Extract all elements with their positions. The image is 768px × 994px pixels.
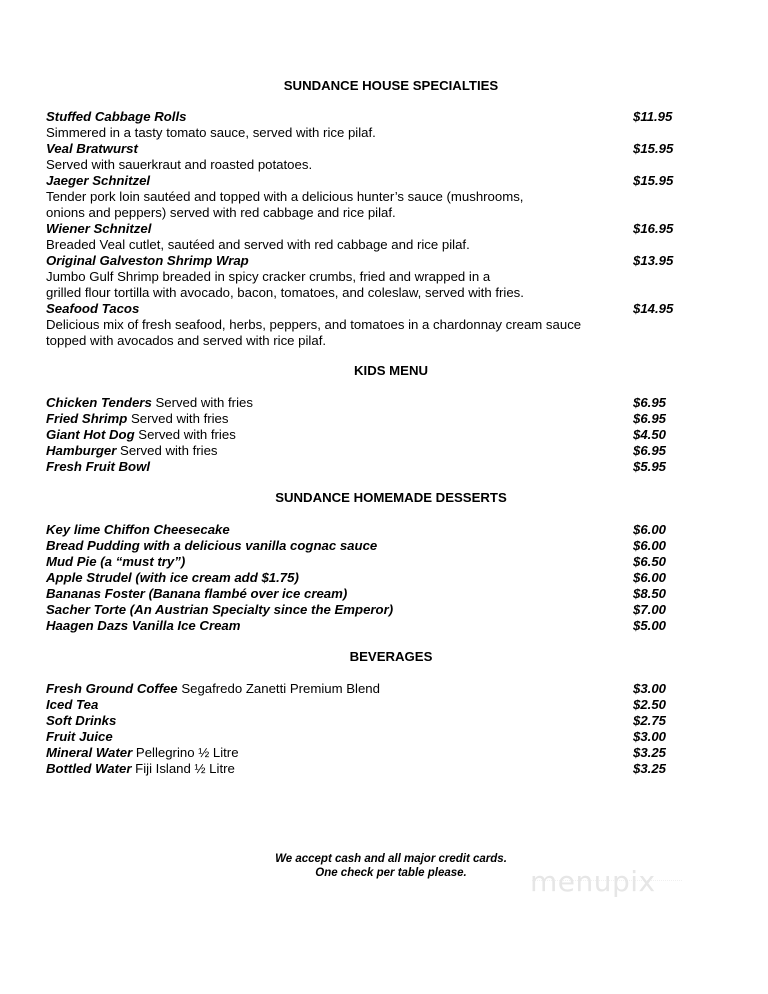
menu-item bbox=[46, 522, 736, 538]
item-name: Bread Pudding with a delicious vanilla cognac sauce bbox=[46, 538, 378, 553]
payment-note-line2: One check per table please. bbox=[315, 867, 467, 879]
menu-item bbox=[46, 602, 736, 618]
menu-item bbox=[46, 109, 736, 125]
item-price: $15.95 bbox=[633, 173, 674, 188]
item-note: Fiji Island ½ Litre bbox=[131, 761, 235, 776]
item-name: Jaeger Schnitzel bbox=[46, 173, 151, 188]
item-note: Pellegrino ½ Litre bbox=[132, 745, 239, 760]
item-note: Segafredo Zanetti Premium Blend bbox=[177, 681, 380, 696]
section-heading-kids: KIDS MENU bbox=[354, 363, 428, 378]
watermark-logo: menupix bbox=[530, 865, 656, 898]
item-description: Tender pork loin sautéed and topped with a delicious hunter’s sauce (mushrooms, bbox=[46, 189, 524, 204]
menu-item bbox=[46, 427, 736, 443]
menu-item bbox=[46, 570, 736, 586]
menu-item bbox=[46, 713, 736, 729]
item-note: Served with fries bbox=[151, 395, 253, 410]
item-price: $6.00 bbox=[633, 522, 667, 537]
item-price: $13.95 bbox=[633, 253, 674, 268]
item-price: $3.25 bbox=[633, 761, 667, 776]
item-description: Simmered in a tasty tomato sauce, served with rice pilaf. bbox=[46, 125, 376, 140]
item-name: Sacher Torte (An Austrian Specialty since the Emperor) bbox=[46, 602, 394, 617]
item-price: $6.95 bbox=[633, 395, 667, 410]
item-name: Veal Bratwurst bbox=[46, 141, 138, 156]
item-name: Haagen Dazs Vanilla Ice Cream bbox=[46, 618, 241, 633]
kids-list bbox=[46, 395, 736, 475]
item-name: Mineral Water bbox=[46, 745, 133, 760]
item-name: Mud Pie (a “must try”) bbox=[46, 554, 186, 569]
item-price: $11.95 bbox=[633, 109, 673, 124]
item-price: $4.50 bbox=[633, 427, 667, 442]
item-name: Bottled Water bbox=[46, 761, 132, 776]
item-price: $5.95 bbox=[633, 459, 667, 474]
item-note: Served with fries bbox=[116, 443, 218, 458]
item-price: $6.95 bbox=[633, 443, 667, 458]
item-price: $2.50 bbox=[633, 697, 667, 712]
section-heading-desserts: SUNDANCE HOMEMADE DESSERTS bbox=[275, 490, 507, 505]
section-heading-beverages: BEVERAGES bbox=[349, 649, 433, 664]
menu-item bbox=[46, 459, 736, 475]
menu-item bbox=[46, 395, 736, 411]
item-price: $3.00 bbox=[633, 729, 667, 744]
item-price: $15.95 bbox=[633, 141, 674, 156]
item-name: Chicken Tenders bbox=[46, 395, 152, 410]
item-price: $8.50 bbox=[633, 586, 667, 601]
item-price: $6.00 bbox=[633, 538, 667, 553]
item-price: $14.95 bbox=[633, 301, 674, 316]
item-price: $5.00 bbox=[633, 618, 667, 633]
menu-item bbox=[46, 221, 736, 237]
item-price: $6.00 bbox=[633, 570, 667, 585]
item-price: $6.50 bbox=[633, 554, 667, 569]
item-description: topped with avocados and served with rice pilaf. bbox=[46, 333, 327, 348]
item-name: Seafood Tacos bbox=[46, 301, 140, 316]
menu-item bbox=[46, 729, 736, 745]
item-note: Served with fries bbox=[134, 427, 236, 442]
item-price: $7.00 bbox=[633, 602, 667, 617]
desserts-list bbox=[46, 522, 736, 634]
item-name: Apple Strudel (with ice cream add $1.75) bbox=[46, 570, 299, 585]
menu-item bbox=[46, 443, 736, 459]
item-description: onions and peppers) served with red cabbage and rice pilaf. bbox=[46, 205, 396, 220]
menu-item bbox=[46, 618, 736, 634]
item-name: Soft Drinks bbox=[46, 713, 117, 728]
item-name: Stuffed Cabbage Rolls bbox=[46, 109, 187, 124]
menu-item bbox=[46, 301, 736, 317]
menu-item bbox=[46, 411, 736, 427]
menu-item bbox=[46, 554, 736, 570]
item-price: $3.00 bbox=[633, 681, 667, 696]
menu-item bbox=[46, 761, 736, 777]
menu-item bbox=[46, 586, 736, 602]
menu-item bbox=[46, 141, 736, 157]
payment-note-line1: We accept cash and all major credit cards. bbox=[275, 853, 507, 865]
item-name: Giant Hot Dog bbox=[46, 427, 135, 442]
item-name: Bananas Foster (Banana flambé over ice cream) bbox=[46, 586, 348, 601]
menu-item bbox=[46, 538, 736, 554]
item-price: $6.95 bbox=[633, 411, 667, 426]
menu-item bbox=[46, 697, 736, 713]
item-name: Fruit Juice bbox=[46, 729, 113, 744]
beverages-list bbox=[46, 681, 736, 777]
specialties-list bbox=[46, 109, 736, 349]
item-name: Wiener Schnitzel bbox=[46, 221, 152, 236]
item-description: Jumbo Gulf Shrimp breaded in spicy cracker crumbs, fried and wrapped in a bbox=[46, 269, 491, 284]
item-name: Key lime Chiffon Cheesecake bbox=[46, 522, 230, 537]
item-price: $3.25 bbox=[633, 745, 667, 760]
item-name: Original Galveston Shrimp Wrap bbox=[46, 253, 249, 268]
item-name: Iced Tea bbox=[46, 697, 99, 712]
item-description: Breaded Veal cutlet, sautéed and served with red cabbage and rice pilaf. bbox=[46, 237, 470, 252]
item-name: Fried Shrimp bbox=[46, 411, 128, 426]
item-price: $2.75 bbox=[633, 713, 667, 728]
item-price: $16.95 bbox=[633, 221, 674, 236]
item-description: Delicious mix of fresh seafood, herbs, peppers, and tomatoes in a chardonnay cream sauce bbox=[46, 317, 582, 332]
section-heading-specialties: SUNDANCE HOUSE SPECIALTIES bbox=[283, 78, 499, 93]
item-description: Served with sauerkraut and roasted potatoes. bbox=[46, 157, 313, 172]
item-description: grilled flour tortilla with avocado, bacon, tomatoes, and coleslaw, served with fries. bbox=[46, 285, 524, 300]
item-note: Served with fries bbox=[127, 411, 229, 426]
item-name: Fresh Fruit Bowl bbox=[46, 459, 151, 474]
menu-item bbox=[46, 745, 736, 761]
menu-item bbox=[46, 173, 736, 189]
menu-item bbox=[46, 681, 736, 697]
item-name: Fresh Ground Coffee bbox=[46, 681, 178, 696]
item-name: Hamburger bbox=[46, 443, 117, 458]
menu-item bbox=[46, 253, 736, 269]
